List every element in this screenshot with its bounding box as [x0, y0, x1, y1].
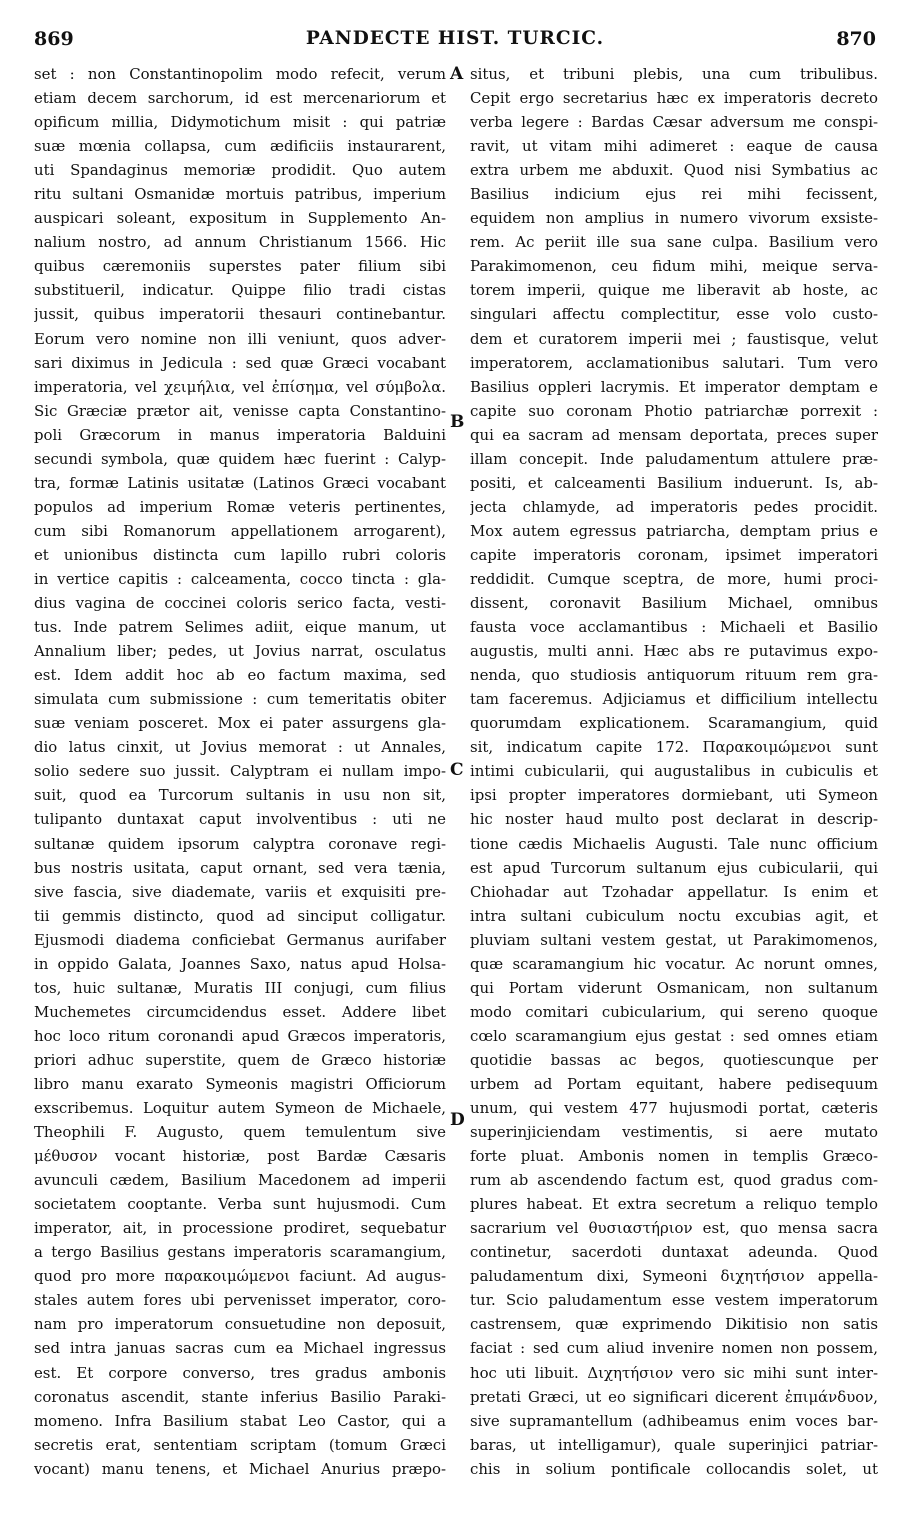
- text-line: momeno. Infra Basilium stabat Leo Castor, qui a: [34, 1411, 446, 1430]
- text-line: est. Idem addit hoc ab eo factum maxima, sed: [34, 666, 446, 685]
- text-line: Basilius indicium ejus rei mihi fecissent,: [470, 185, 878, 204]
- margin-letter-b: B: [450, 412, 465, 432]
- text-line: societatem cooptante. Verba sunt hujusmodi. Cum: [34, 1195, 446, 1214]
- text-line: μέθυσον vocant historiæ, post Bardæ Cæsaris: [34, 1147, 446, 1166]
- text-line: tur. Scio paludamentum esse vestem imperatorum: [470, 1291, 878, 1310]
- text-line: est apud Turcorum sultanum ejus cubicularii, qui: [470, 858, 878, 877]
- text-line: castrensem, quæ exprimendo Dikitisio non satis: [470, 1315, 878, 1334]
- text-line: rem. Ac periit ille sua sane culpa. Basilium vero: [470, 233, 878, 252]
- text-line: jecta chlamyde, ad imperatoris pedes procidit.: [470, 497, 878, 516]
- text-line: capite imperatoris coronam, ipsimet imperatori: [470, 545, 878, 564]
- text-line: modo comitari cubicularium, qui sereno quoque: [470, 1002, 878, 1021]
- text-line: secretis erat, sententiam scriptam (tomum Græci: [34, 1435, 446, 1454]
- text-line: a tergo Basilius gestans imperatoris scaramangium,: [34, 1243, 446, 1262]
- text-line: paludamentum dixi, Symeoni διχητήσιον appella-: [470, 1267, 878, 1286]
- text-line: priori adhuc superstite, quem de Græco historiæ: [34, 1050, 446, 1069]
- text-line: intra sultani cubiculum noctu excubias agit, et: [470, 906, 878, 925]
- text-line: nam pro imperatorum consuetudine non deposuit,: [34, 1315, 446, 1334]
- text-line: tam faceremus. Adjiciamus et difficilium intellectu: [470, 690, 878, 709]
- text-line: dissent, coronavit Basilium Michael, omnibus: [470, 594, 878, 613]
- text-line: continetur, sacerdoti duntaxat adeunda. Quod: [470, 1243, 878, 1262]
- text-line: quæ scaramangium hic vocatur. Ac norunt omnes,: [470, 954, 878, 973]
- text-line: Sic Græciæ prætor ait, venisse capta Constantino-: [34, 401, 446, 420]
- running-title: PANDECTE HIST. TURCIC.: [305, 28, 605, 49]
- text-line: coronatus ascendit, stante inferius Basilio Paraki-: [34, 1387, 446, 1406]
- text-line: vocant) manu tenens, et Michael Anurius præpo-: [34, 1459, 446, 1478]
- text-line: nenda, quo studiosis antiquorum rituum rem gra-: [470, 666, 878, 685]
- left-column: [34, 62, 446, 1481]
- text-line: tos, huic sultanæ, Muratis III conjugi, cum filius: [34, 978, 446, 997]
- text-line: suæ veniam posceret. Mox ei pater assurgens gla-: [34, 714, 446, 733]
- text-line: stales autem fores ubi pervenisset imperator, coro-: [34, 1291, 446, 1310]
- text-line: suæ mœnia collapsa, cum ædificiis instaurarent,: [34, 137, 446, 156]
- text-line: faciat : sed cum aliud invenire nomen non possem,: [470, 1339, 878, 1358]
- text-line: sari diximus in Jedicula : sed quæ Græci vocabant: [34, 353, 446, 372]
- text-line: Basilius oppleri lacrymis. Et imperator demptam e: [470, 377, 878, 396]
- right-column: [470, 62, 878, 1481]
- text-line: augustis, multi anni. Hæc abs re putavimus expo-: [470, 642, 878, 661]
- text-line: est. Et corpore converso, tres gradus ambonis: [34, 1363, 446, 1382]
- text-line: hoc uti libuit. Διχητήσιον vero sic mihi sunt inter-: [470, 1363, 878, 1382]
- text-line: in oppido Galata, Joannes Saxo, natus apud Holsa-: [34, 954, 446, 973]
- text-line: set : non Constantinopolim modo refecit, verum: [34, 65, 446, 83]
- text-line: rum ab ascendendo factum est, quod gradus com-: [470, 1171, 878, 1190]
- text-line: ipsi propter imperatores dormiebant, uti Symeon: [470, 786, 878, 805]
- text-line: situs, et tribuni plebis, una cum tribulibus.: [470, 65, 878, 83]
- text-line: unum, qui vestem 477 hujusmodi portat, cæteris: [470, 1099, 878, 1118]
- text-line: baras, ut intelligamur), quale superinjici patriar-: [470, 1435, 878, 1454]
- text-line: tii gemmis distincto, quod ad sinciput colligatur.: [34, 906, 446, 925]
- text-line: Theophili F. Augusto, quem temulentum sive: [34, 1123, 446, 1142]
- text-line: Parakimomenon, ceu fidum mihi, meique serva-: [470, 257, 878, 276]
- text-line: Eorum vero nomine non illi veniunt, quos adver-: [34, 329, 446, 348]
- text-line: illam concepit. Inde paludamentum attulere præ-: [470, 449, 878, 468]
- text-line: poli Græcorum in manus imperatoria Balduini: [34, 425, 446, 444]
- text-line: etiam decem sarchorum, id est mercenariorum et: [34, 89, 446, 108]
- text-line: sultanæ quidem ipsorum calyptra coronave regi-: [34, 834, 446, 853]
- text-line: ravit, ut vitam mihi adimeret : eaque de causa: [470, 137, 878, 156]
- text-line: solio sedere suo jussit. Calyptram ei nullam impo-: [34, 762, 446, 781]
- text-line: hic noster haud multo post declarat in descrip-: [470, 810, 878, 829]
- text-line: suit, quod ea Turcorum sultanis in usu non sit,: [34, 786, 446, 805]
- text-line: auspicari soleant, expositum in Supplemento An-: [34, 209, 446, 228]
- text-line: imperatorem, acclamationibus salutari. Tum vero: [470, 353, 878, 372]
- text-line: pluviam sultani vestem gestat, ut Parakimomenos,: [470, 930, 878, 949]
- text-line: in vertice capitis : calceamenta, cocco tincta : gla-: [34, 569, 446, 588]
- text-line: tus. Inde patrem Selimes adiit, eique manum, ut: [34, 618, 446, 637]
- text-line: fausta voce acclamantibus : Michaeli et Basilio: [470, 618, 878, 637]
- text-line: sed intra januas sacras cum ea Michael ingressus: [34, 1339, 446, 1358]
- text-line: tulipanto duntaxat caput involventibus : uti ne: [34, 810, 446, 829]
- text-line: secundi symbola, quæ quidem hæc fuerint : Calyp-: [34, 449, 446, 468]
- text-line: hoc loco ritum coronandi apud Græcos imperatoris,: [34, 1026, 446, 1045]
- text-line: singulari affectu complectitur, esse volo custo-: [470, 305, 878, 324]
- text-line: dio latus cinxit, ut Jovius memorat : ut Annales,: [34, 738, 446, 757]
- text-line: chis in solium pontificale collocandis solet, ut: [470, 1459, 878, 1478]
- text-line: superinjiciendam vestimentis, si aere mutato: [470, 1123, 878, 1142]
- page-header: [34, 28, 876, 56]
- text-line: libro manu exarato Symeonis magistri Officiorum: [34, 1074, 446, 1093]
- page-number-left: 869: [34, 28, 74, 50]
- text-line: nalium nostro, ad annum Christianum 1566. Hic: [34, 233, 446, 252]
- text-line: torem imperii, quique me liberavit ab hoste, ac: [470, 281, 878, 300]
- text-line: intimi cubicularii, qui augustalibus in cubiculis et: [470, 762, 878, 781]
- text-line: urbem ad Portam equitant, habere pedisequum: [470, 1074, 878, 1093]
- text-line: positi, et calceamenti Basilium induerunt. Is, ab-: [470, 473, 878, 492]
- text-line: extra urbem me abduxit. Quod nisi Symbatius ac: [470, 161, 878, 180]
- text-line: equidem non amplius in numero vivorum exsiste-: [470, 209, 878, 228]
- text-line: imperator, ait, in processione prodiret, sequebatur: [34, 1219, 446, 1238]
- text-line: Muchemetes circumcidendus esset. Addere libet: [34, 1002, 446, 1021]
- text-line: populos ad imperium Romæ veteris pertinentes,: [34, 497, 446, 516]
- text-line: quorumdam explicationem. Scaramangium, quid: [470, 714, 878, 733]
- text-line: qui Portam viderunt Osmanicam, non sultanum: [470, 978, 878, 997]
- text-line: verba legere : Bardas Cæsar adversum me conspi-: [470, 113, 878, 132]
- text-line: et unionibus distincta cum lapillo rubri coloris: [34, 545, 446, 564]
- text-line: dem et curatorem imperii mei ; faustisque, velut: [470, 329, 878, 348]
- text-line: cœlo scaramangium ejus gestat : sed omnes etiam: [470, 1026, 878, 1045]
- text-line: bus nostris usitata, caput ornant, sed vera tænia,: [34, 858, 446, 877]
- text-line: reddidit. Cumque sceptra, de more, humi proci-: [470, 569, 878, 588]
- text-line: pretati Græci, ut eo significari dicerent ἐπιμάνδυον,: [470, 1387, 878, 1406]
- text-line: quibus cæremoniis superstes pater filium sibi: [34, 257, 446, 276]
- text-line: avunculi cædem, Basilium Macedonem ad imperii: [34, 1171, 446, 1190]
- text-line: plures habeat. Et extra secretum a reliquo templo: [470, 1195, 878, 1214]
- text-line: simulata cum submissione : cum temeritatis obiter: [34, 690, 446, 709]
- text-line: tra, formæ Latinis usitatæ (Latinos Græci vocabant: [34, 473, 446, 492]
- text-line: quotidie bassas ac begos, quotiescunque per: [470, 1050, 878, 1069]
- text-line: Annalium liber; pedes, ut Jovius narrat, osculatus: [34, 642, 446, 661]
- text-line: imperatoria, vel χειμήλια, vel ἐπίσημα, vel σύμβολα.: [34, 377, 446, 396]
- text-line: Ejusmodi diadema conficiebat Germanus aurifaber: [34, 930, 446, 949]
- text-line: qui ea sacram ad mensam deportata, preces super: [470, 425, 878, 444]
- margin-letter-a: A: [450, 64, 464, 84]
- margin-letter-d: D: [450, 1110, 465, 1130]
- text-line: ritu sultani Osmanidæ mortuis patribus, imperium: [34, 185, 446, 204]
- text-line: Chiohadar aut Tzohadar appellatur. Is enim et: [470, 882, 878, 901]
- text-line: forte pluat. Ambonis nomen in templis Græco-: [470, 1147, 878, 1166]
- text-line: sive supramantellum (adhibeamus enim voces bar-: [470, 1411, 878, 1430]
- text-line: capite suo coronam Photio patriarchæ porrexit :: [470, 401, 878, 420]
- text-line: substitueril, indicatur. Quippe filio tradi cistas: [34, 281, 446, 300]
- text-line: Cepit ergo secretarius hæc ex imperatoris decreto: [470, 89, 878, 108]
- text-line: uti Spandaginus memoriæ prodidit. Quo autem: [34, 161, 446, 180]
- text-line: quod pro more παρακοιμώμενοι faciunt. Ad augus-: [34, 1267, 446, 1286]
- text-line: dius vagina de coccinei coloris serico facta, vesti-: [34, 594, 446, 613]
- text-line: Mox autem egressus patriarcha, demptam prius e: [470, 521, 878, 540]
- margin-letter-c: C: [450, 760, 464, 780]
- text-line: cum sibi Romanorum appellationem arrogarent),: [34, 521, 446, 540]
- text-line: exscribemus. Loquitur autem Symeon de Michaele,: [34, 1099, 446, 1118]
- text-line: jussit, quibus imperatorii thesauri continebantur.: [34, 305, 446, 324]
- text-line: sit, indicatum capite 172. Παρακοιμώμενοι sunt: [470, 738, 878, 757]
- text-line: sive fascia, sive diademate, variis et exquisiti pre-: [34, 882, 446, 901]
- page-number-right: 870: [836, 28, 876, 50]
- text-line: sacrarium vel θυσιαστήριον est, quo mensa sacra: [470, 1219, 878, 1238]
- text-line: opificum millia, Didymotichum misit : qui patriæ: [34, 113, 446, 132]
- text-line: tione cædis Michaelis Augusti. Tale nunc officium: [470, 834, 878, 853]
